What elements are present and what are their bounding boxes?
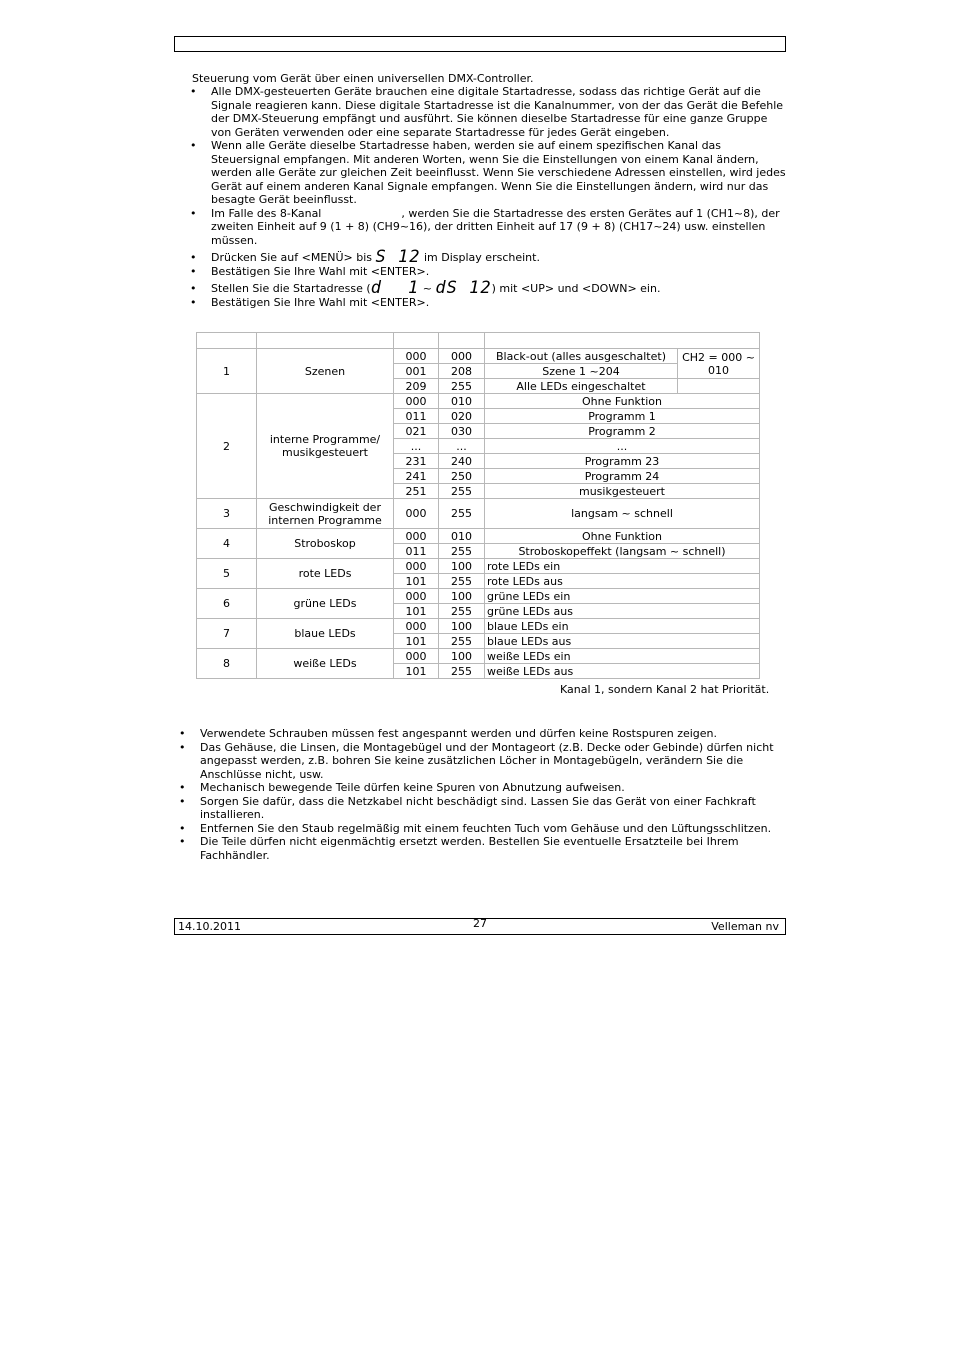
dmx-channel-table (196, 332, 760, 679)
range-from: 101 (394, 574, 439, 589)
range-from: 000 (394, 349, 439, 364)
range-to: 240 (439, 454, 485, 469)
channel-number: 7 (197, 619, 257, 649)
range-to: 255 (439, 484, 485, 499)
list-item (211, 278, 786, 298)
table-row (197, 619, 760, 634)
seven-segment-display: dS 12 (435, 278, 492, 298)
range-from: 000 (394, 529, 439, 544)
function-desc: Stroboskopeffekt (langsam ~ schnell) (485, 544, 760, 559)
list-item: • Sorgen Sie dafür, dass die Netzkabel nicht beschädigt sind. Lassen Sie das Gerät von einer Fachkraft installieren. (200, 795, 780, 822)
function-desc: musikgesteuert (485, 484, 760, 499)
channel-number: 2 (197, 394, 257, 499)
range-to: 255 (439, 544, 485, 559)
range-from: ... (394, 439, 439, 454)
intro-line: Steuerung vom Gerät über einen universellen DMX-Controller. (192, 72, 534, 85)
range-to: 255 (439, 664, 485, 679)
list-item (211, 247, 786, 267)
function-desc: Programm 23 (485, 454, 760, 469)
list-item: • Mechanisch bewegende Teile dürfen keine Spuren von Abnutzung aufweisen. (200, 781, 780, 795)
function-desc: Ohne Funktion (485, 394, 760, 409)
range-to: 010 (439, 529, 485, 544)
range-to: 250 (439, 469, 485, 484)
list-item: • Bestätigen Sie Ihre Wahl mit <ENTER>. (211, 296, 786, 310)
function-desc: grüne LEDs aus (485, 604, 760, 619)
range-to: 030 (439, 424, 485, 439)
list-item: • Alle DMX-gesteuerten Geräte brauchen eine digitale Startadresse, sodass das richtige Gerät auf die Signale reagieren kann. Diese digitale Startadresse ist die Kanalnummer, von der das Gerät die Befehle der DMX-Steuerung empfängt und ausführt. Sie können dieselbe Startadresse für eine ganze Gruppe von Geräten verwenden oder eine separate Startadresse für jedes Gerät eingeben. (211, 85, 786, 139)
function-desc: Programm 2 (485, 424, 760, 439)
function-desc: weiße LEDs ein (485, 649, 760, 664)
channel-number: 5 (197, 559, 257, 589)
function-desc: blaue LEDs ein (485, 619, 760, 634)
function-desc: Black-out (alles ausgeschaltet) (485, 349, 678, 364)
range-to: 010 (439, 394, 485, 409)
seven-segment-display: S 12 (375, 247, 421, 267)
channel-number: 3 (197, 499, 257, 529)
maintenance-list (200, 727, 780, 862)
function-desc: blaue LEDs aus (485, 634, 760, 649)
range-to: 100 (439, 589, 485, 604)
table-row (197, 559, 760, 574)
range-to: 208 (439, 364, 485, 379)
list-item: • Verwendete Schrauben müssen fest angespannt werden und dürfen keine Rostspuren zeigen. (200, 727, 780, 741)
table-row (197, 349, 760, 364)
range-from: 000 (394, 649, 439, 664)
table-row (197, 529, 760, 544)
channel-name: Szenen (257, 349, 394, 394)
table-row (197, 394, 760, 409)
dmx-instructions-list (211, 85, 786, 309)
range-to: 255 (439, 634, 485, 649)
function-desc: grüne LEDs ein (485, 589, 760, 604)
text: ~ (422, 282, 432, 295)
function-desc: Programm 1 (485, 409, 760, 424)
footer-brand: Velleman nv (711, 920, 779, 933)
seven-segment-display: 1 (407, 278, 420, 298)
range-from: 101 (394, 664, 439, 679)
page-footer (174, 918, 786, 935)
range-from: 000 (394, 499, 439, 529)
priority-note: Kanal 1, sondern Kanal 2 hat Priorität. (560, 683, 770, 696)
range-from: 011 (394, 409, 439, 424)
range-from: 000 (394, 559, 439, 574)
range-from: 000 (394, 589, 439, 604)
channel-number: 6 (197, 589, 257, 619)
table-row (197, 589, 760, 604)
text: Im Falle des 8-Kanal (211, 206, 322, 220)
channel-number: 1 (197, 349, 257, 394)
range-to: 100 (439, 619, 485, 634)
text: , werden Sie die Startadresse des ersten Gerätes auf 1 (CH1~8), der zweiten Einheit auf 9 (1 + 8) (CH9~16), der dritten Einheit auf 17 (9 + 8) (CH17~24) usw. einstellen müssen. (211, 206, 780, 247)
function-desc: rote LEDs aus (485, 574, 760, 589)
range-to: 255 (439, 574, 485, 589)
function-desc: weiße LEDs aus (485, 664, 760, 679)
range-to: 255 (439, 499, 485, 529)
list-item: • Wenn alle Geräte dieselbe Startadresse haben, werden sie auf einem spezifischen Kanal das Steuersignal empfangen. Mit anderen Worten, wenn Sie die Einstellungen von einem Kanal ändern, werden alle Geräte zur gleichen Zeit beeinflusst. Wenn Sie verschiedene Adressen einstellen, wird jedes Gerät auf einem anderen Kanal Signale empfangen. Wenn Sie die Einstellungen ändern, wird nur das besagte Gerät beeinflusst. (211, 139, 786, 207)
range-to: 000 (439, 349, 485, 364)
table-row (197, 649, 760, 664)
list-item: • Bestätigen Sie Ihre Wahl mit <ENTER>. (211, 265, 786, 279)
list-item (211, 207, 786, 248)
range-from: 251 (394, 484, 439, 499)
channel-name: grüne LEDs (257, 589, 394, 619)
channel-name: blaue LEDs (257, 619, 394, 649)
text: Stellen Sie die Startadresse ( (211, 282, 371, 295)
range-to: 020 (439, 409, 485, 424)
channel-name: Stroboskop (257, 529, 394, 559)
table-row (197, 499, 760, 529)
function-desc: rote LEDs ein (485, 559, 760, 574)
function-desc: Alle LEDs eingeschaltet (485, 379, 678, 394)
page-number: 27 (473, 917, 487, 930)
text: Drücken Sie auf <MENÜ> bis (211, 251, 373, 264)
channel-name: weiße LEDs (257, 649, 394, 679)
function-desc: langsam ~ schnell (485, 499, 760, 529)
channel-name: Geschwindigkeit der internen Programme (257, 499, 394, 529)
text: im Display erscheint. (423, 251, 540, 264)
footer-date: 14.10.2011 (178, 920, 241, 933)
function-desc: Ohne Funktion (485, 529, 760, 544)
range-to: 255 (439, 604, 485, 619)
range-from: 241 (394, 469, 439, 484)
function-desc: Programm 24 (485, 469, 760, 484)
range-to: 100 (439, 559, 485, 574)
page-header-box (174, 36, 786, 52)
range-from: 209 (394, 379, 439, 394)
list-item: • Die Teile dürfen nicht eigenmächtig ersetzt werden. Bestellen Sie eventuelle Ersatzteile bei Ihrem Fachhändler. (200, 835, 780, 862)
range-from: 021 (394, 424, 439, 439)
range-from: 101 (394, 634, 439, 649)
range-from: 001 (394, 364, 439, 379)
channel-name: rote LEDs (257, 559, 394, 589)
list-item: • Entfernen Sie den Staub regelmäßig mit einem feuchten Tuch vom Gehäuse und den Lüftungsschlitzen. (200, 822, 780, 836)
table-header-row (197, 333, 760, 349)
range-from: 101 (394, 604, 439, 619)
list-item: • Das Gehäuse, die Linsen, die Montagebügel und der Montageort (z.B. Decke oder Gebinde) dürfen nicht angepasst werden, z.B. bohren Sie keine zusätzlichen Löcher in Montagebügeln, verändern Sie die Anschlüsse nicht, usw. (200, 741, 780, 782)
seven-segment-display: d (370, 278, 382, 298)
range-from: 011 (394, 544, 439, 559)
range-from: 231 (394, 454, 439, 469)
channel-number: 4 (197, 529, 257, 559)
text: ) mit <UP> und <DOWN> ein. (491, 282, 661, 295)
range-from: 000 (394, 619, 439, 634)
range-from: 000 (394, 394, 439, 409)
channel-note: CH2 = 000 ~ 010 (678, 349, 760, 379)
range-to: 100 (439, 649, 485, 664)
function-desc: ... (485, 439, 760, 454)
range-to: ... (439, 439, 485, 454)
channel-number: 8 (197, 649, 257, 679)
function-desc: Szene 1 ~204 (485, 364, 678, 379)
channel-name: interne Programme/ musikgesteuert (257, 394, 394, 499)
range-to: 255 (439, 379, 485, 394)
